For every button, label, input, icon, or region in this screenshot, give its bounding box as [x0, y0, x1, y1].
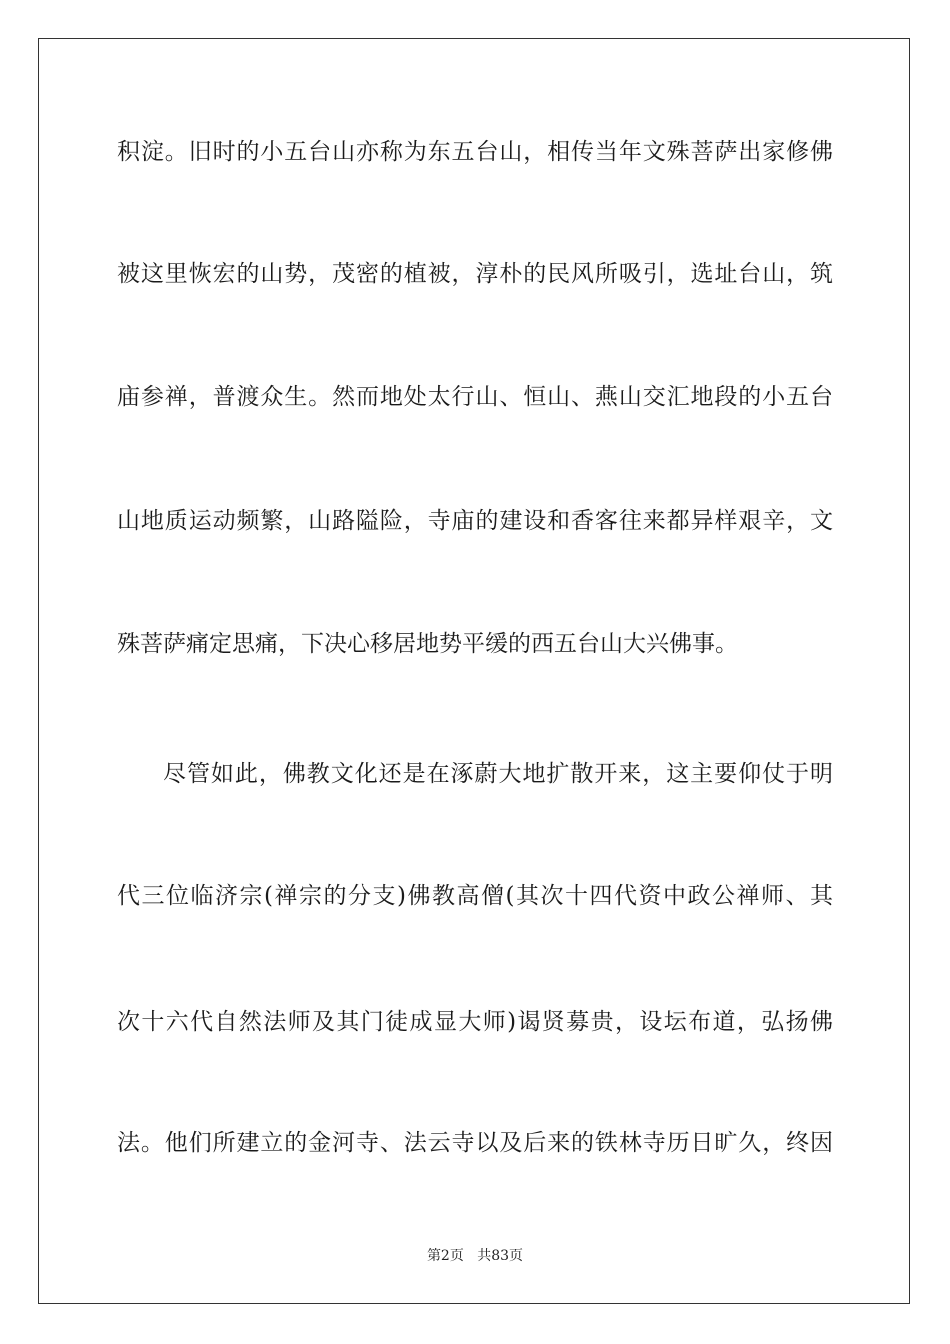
paragraph-line-1: 积淀。旧时的小五台山亦称为东五台山，相传当年文殊菩萨出家修佛	[117, 139, 833, 165]
page-number: 第2页	[426, 1248, 464, 1264]
paragraph-line-3: 庙参禅，普渡众生。然而地处太行山、恒山、燕山交汇地段的小五台	[117, 384, 833, 410]
page-border	[38, 38, 910, 1304]
paragraph-line-6: 尽管如此，佛教文化还是在涿蔚大地扩散开来，这主要仰仗于明	[163, 761, 833, 787]
page-footer	[0, 1247, 950, 1265]
paragraph-line-8: 次十六代自然法师及其门徒成显大师)谒贤募贵，设坛布道，弘扬佛	[117, 1009, 833, 1035]
page-total: 共83页	[477, 1248, 524, 1264]
paragraph-line-4: 山地质运动频繁，山路隘险，寺庙的建设和香客往来都异样艰辛，文	[117, 508, 833, 534]
paragraph-line-7: 代三位临济宗(禅宗的分支)佛教高僧(其次十四代资中政公禅师、其	[117, 883, 833, 909]
paragraph-line-2: 被这里恢宏的山势，茂密的植被，淳朴的民风所吸引，选址台山，筑	[117, 261, 833, 287]
paragraph-line-5: 殊菩萨痛定思痛，下决心移居地势平缓的西五台山大兴佛事。	[117, 631, 738, 657]
paragraph-line-9: 法。他们所建立的金河寺、法云寺以及后来的铁林寺历日旷久，终因	[117, 1130, 833, 1156]
